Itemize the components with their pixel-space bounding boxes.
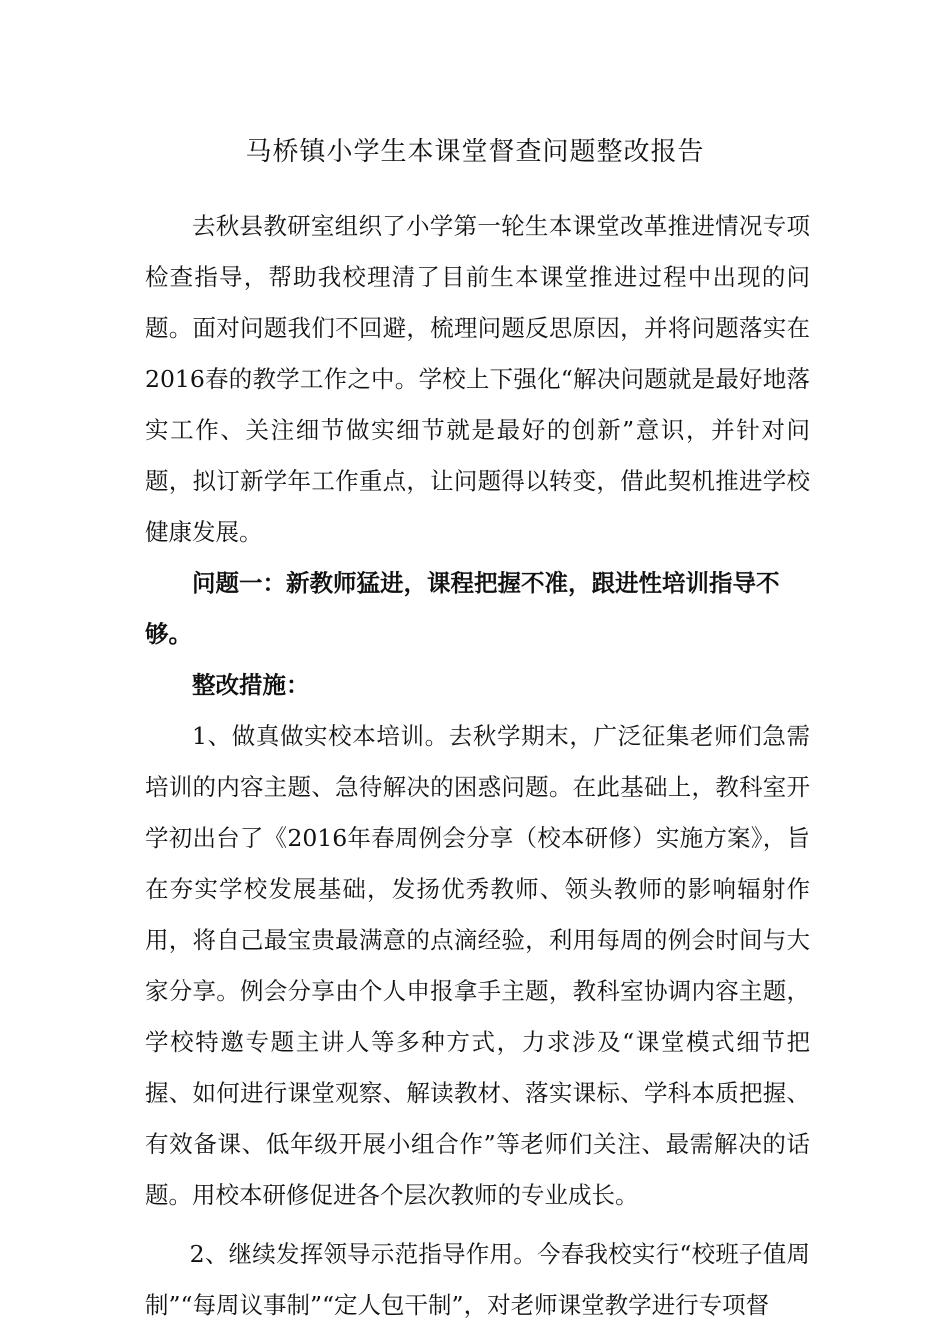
intro-paragraph: 去秋县教研室组织了小学第一轮生本课堂改革推进情况专项检查指导，帮助我校理清了目前生本课堂推进过程中出现的问题。面对问题我们不回避，梳理问题反思原因，并将问题落实在2016春的教学工作之中。学校上下强化“解决问题就是最好地落实工作、关注细节做实细节就是最好的创新”意识，并针对问题，拟订新学年工作重点，让问题得以转变，借此契机推进学校健康发展。 (145, 212, 810, 546)
document-body (145, 201, 810, 1331)
measures-heading: 整改措施： (192, 671, 310, 699)
measure-paragraph-1: 1、做真做实校本培训。去秋学期末，广泛征集老师们急需培训的内容主题、急待解决的困惑问题。在此基础上，教科室开学初出台了《2016年春周例会分享（校本研修）实施方案》，旨在夯实学校发展基础，发扬优秀教师、领头教师的影响辐射作用，将自己最宝贵最满意的点滴经验，利用每周的例会时间与大家分享。例会分享由个人申报拿手主题，教科室协调内容主题，学校特邀专题主讲人等多种方式，力求涉及“课堂模式细节把握、如何进行课堂观察、解读教材、落实课标、学科本质把握、有效备课、低年级开展小组合作”等老师们关注、最需解决的话题。用校本研修促进各个层次教师的专业成长。 (145, 722, 810, 1209)
measure-paragraph-2: 2、继续发挥领导示范指导作用。今春我校实行“校班子值周制”“每周议事制”“定人包干制”，对老师课堂教学进行专项督 (145, 1240, 810, 1319)
issue-heading: 问题一：新教师猛进，课程把握不准，跟进性培训指导不够。 (145, 569, 780, 648)
document-title: 马桥镇小学生本课堂督查问题整改报告 (245, 137, 705, 167)
